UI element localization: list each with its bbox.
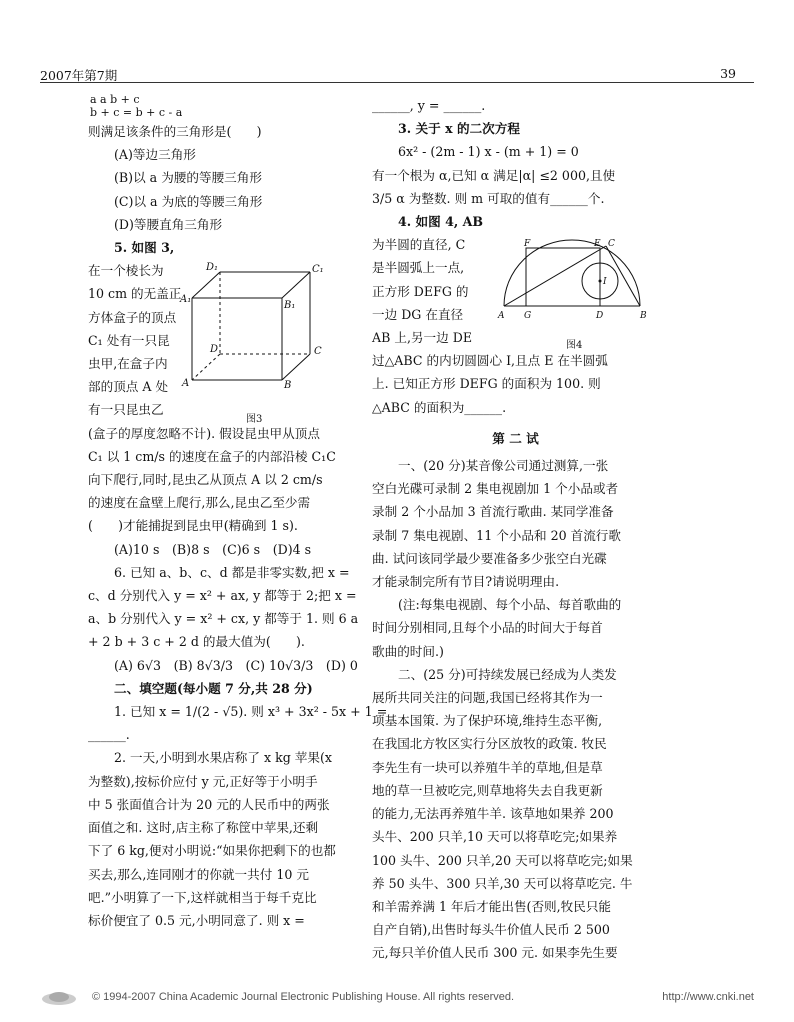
text-line: 上. 已知正方形 DEFG 的面积为 100. 则 (372, 376, 601, 392)
text-line: 时间分别相同,且每个小品的时间大于每首 (372, 620, 603, 636)
text-line: 有一只昆虫乙 (88, 402, 164, 418)
text-line: 为整数),按标价应付 y 元,正好等于小明手 (88, 773, 318, 789)
text-line: 方体盒子的顶点 (88, 309, 177, 325)
text-line: 歌曲的时间.) (372, 643, 444, 659)
problem-2-title: 二、(25 分)可持续发展已经成为人类发 (398, 666, 617, 682)
label-f: F (524, 239, 531, 249)
text-line: 在我国北方牧区实行分区放牧的政策. 牧民 (372, 736, 607, 752)
figure-3-caption: 图3 (246, 414, 263, 425)
section-second-test-title: 第 二 试 (492, 430, 539, 446)
fraction-denominator: b + c = b + c - a (90, 106, 183, 119)
text-line: 向下爬行,同时,昆虫乙从顶点 A 以 2 cm/s (88, 472, 323, 488)
text-line: 3/5 α 为整数. 则 m 可取的值有______个. (372, 190, 605, 206)
label-d: D (210, 344, 219, 355)
answer-blank: ______. (88, 727, 130, 743)
text-line: 和羊需养满 1 年后才能出售(否则,牧民只能 (372, 898, 612, 914)
option-b: (B)以 a 为腰的等腰三角形 (114, 170, 262, 186)
text-line: 展所共同关注的问题,我国已经将其作为一 (372, 690, 603, 706)
text-line: 项基本国策. 为了保护环境,维持生态平衡, (372, 713, 603, 729)
problem-1-note: (注:每集电视剧、每个小品、每首歌曲的 (398, 597, 622, 613)
text-line: 部的顶点 A 处 (88, 379, 169, 395)
text-line: 才能录制完所有节目?请说明理由. (372, 574, 560, 590)
text-line: C₁ 以 1 cm/s 的速度在盒子的内部沿棱 C₁C (88, 448, 336, 464)
right-column (372, 94, 659, 965)
fill-question-3: 3. 关于 x 的二次方程 (398, 121, 520, 137)
page-footer (40, 987, 754, 1007)
question-6-options: (A) 6√3 (B) 8√3/3 (C) 10√3/3 (D) 0 (114, 657, 358, 673)
label-b: B (284, 380, 292, 391)
label-a: A (182, 378, 190, 389)
fraction-numerator: a a b + c (90, 93, 140, 106)
option-a: (A)等边三角形 (114, 147, 196, 163)
left-column (88, 93, 388, 932)
label-c: C (314, 346, 322, 357)
text-line: 面值之和. 这时,店主称了称筐中苹果,还剩 (88, 820, 319, 836)
text-line: 标价便宜了 0.5 元,小明同意了. 则 x = (88, 912, 305, 928)
figure-3-cube (180, 258, 330, 408)
label-d1: D₁ (206, 262, 219, 273)
question-5-title: 5. 如图 3, (114, 240, 175, 256)
question-stem: 则满足该条件的三角形是( ) (88, 124, 262, 139)
text-line: △ABC 的面积为______. (372, 399, 507, 415)
equation: 6x² - (2m - 1) x - (m + 1) = 0 (398, 144, 579, 160)
label-c1: C₁ (312, 264, 324, 275)
question-6-title: 6. 已知 a、b、c、d 都是非零实数,把 x = (114, 564, 350, 580)
option-c: (C)以 a 为底的等腰三角形 (114, 193, 263, 209)
label-c: C (608, 239, 615, 249)
footer-url[interactable]: http://www.cnki.net (662, 991, 754, 1003)
option-d: (D)等腰直角三角形 (114, 216, 223, 232)
text-line: 的能力,无法再养殖牛羊. 该草地如果养 200 (372, 806, 614, 822)
text-line: ( )才能捕捉到昆虫甲(精确到 1 s). (88, 518, 298, 534)
label-a: A (498, 311, 505, 321)
question-5-options: (A)10 s (B)8 s (C)6 s (D)4 s (114, 541, 312, 557)
text-line: 正方形 DEFG 的 (372, 283, 469, 299)
text-line: c、d 分别代入 y = x² + ax, y 都等于 2;把 x = (88, 588, 357, 604)
label-g: G (524, 311, 532, 321)
text-line: 过△ABC 的内切圆圆心 I,且点 E 在半圆弧 (372, 353, 608, 369)
text-line: 吧.”小明算了一下,这样就相当于每千克比 (88, 889, 317, 905)
fill-question-4: 4. 如图 4, AB (398, 214, 484, 230)
text-line: 李先生有一块可以养殖牛羊的草地,但是草 (372, 759, 603, 775)
text-line: (盒子的厚度忽略不计). 假设昆虫甲从顶点 (88, 425, 320, 441)
text-line: + 2 b + 3 c + 2 d 的最大值为( ). (88, 634, 305, 650)
copyright-text: © 1994-2007 China Academic Journal Electronic Publishing House. All rights reserved. (92, 991, 515, 1003)
text-line: 为半圆的直径, C (372, 237, 466, 253)
text-line: 100 头牛、200 只羊,20 天可以将草吃完;如果 (372, 852, 633, 868)
text-line: C₁ 处有一只昆 (88, 332, 170, 348)
page-number: 39 (720, 66, 736, 81)
fill-question-1: 1. 已知 x = 1/(2 - √5). 则 x³ + 3x² - 5x + 1 = (114, 704, 388, 720)
text-line: 买去,那么,连同刚才的你就一共付 10 元 (88, 866, 309, 882)
figure-4-semicircle (496, 234, 656, 326)
text-line: 一边 DG 在直径 (372, 306, 464, 322)
problem-1-title: 一、(20 分)某音像公司通过测算,一张 (398, 458, 609, 474)
text-line: a、b 分别代入 y = x² + cx, y 都等于 1. 则 6 a (88, 611, 359, 627)
text-line: 自产自销),出售时每头牛价值人民币 2 500 (372, 922, 610, 938)
text-line: 曲. 试问该同学最少要准备多少张空白光碟 (372, 550, 607, 566)
text-line: 空白光碟可录制 2 集电视剧加 1 个小品或者 (372, 481, 619, 497)
answer-blank-line: ______, y = ______. (372, 98, 486, 113)
label-b1: B₁ (284, 300, 296, 311)
figure-4-caption: 图4 (566, 340, 583, 351)
section-fill-in-title: 二、填空题(每小题 7 分,共 28 分) (114, 680, 313, 696)
text-line: 中 5 张面值合计为 20 元的人民币中的两张 (88, 796, 330, 812)
text-line: 虫甲,在盒子内 (88, 356, 168, 372)
text-line: 养 50 头牛、300 只羊,30 天可以将草吃完. 牛 (372, 875, 633, 891)
label-b: B (640, 311, 647, 321)
page-header (40, 62, 754, 83)
text-line: 有一个根为 α,已知 α 满足|α| ≤2 000,且使 (372, 167, 616, 183)
text-line: 在一个棱长为 (88, 263, 164, 279)
text-line: AB 上,另一边 DE (372, 330, 473, 346)
text-line: 下了 6 kg,便对小明说:“如果你把剩下的也都 (88, 843, 336, 859)
text-line: 的速度在盒壁上爬行,那么,昆虫乙至少需 (88, 495, 311, 511)
text-line: 录制 2 个小品加 3 首流行歌曲. 某同学准备 (372, 504, 614, 520)
text-line: 录制 7 集电视剧、11 个小品和 20 首流行歌 (372, 527, 621, 543)
text-line: 元,每只羊价值人民币 300 元. 如果李先生要 (372, 945, 618, 961)
text-line: 头牛、200 只羊,10 天可以将草吃完;如果养 (372, 829, 618, 845)
label-d: D (596, 311, 604, 321)
text-line: 地的草一旦被吃完,则草地将失去自我更新 (372, 782, 603, 798)
label-i: I (603, 277, 607, 287)
text-line: 是半圆弧上一点, (372, 260, 465, 276)
fill-question-2: 2. 一天,小明到水果店称了 x kg 苹果(x (114, 750, 332, 766)
journal-issue: 2007年第7期 (40, 68, 118, 83)
label-e: E (594, 239, 601, 249)
text-line: 10 cm 的无盖正 (88, 286, 182, 302)
label-a1: A₁ (180, 294, 192, 305)
cnki-logo-icon (40, 987, 78, 1007)
